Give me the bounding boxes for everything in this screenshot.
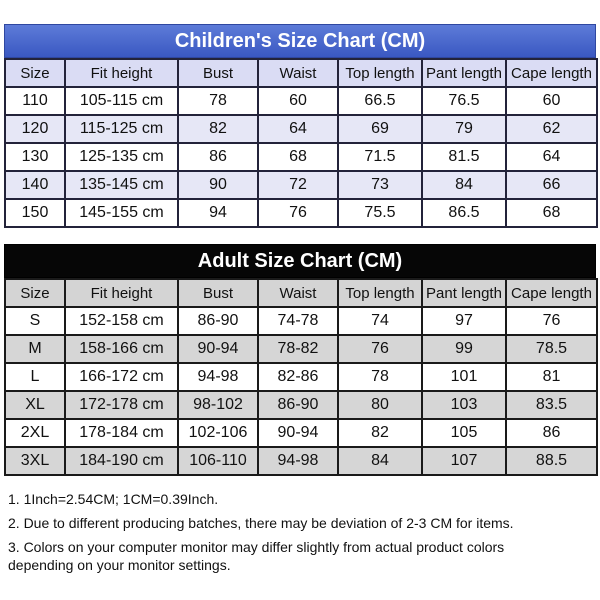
table-cell: 78.5 xyxy=(506,335,597,363)
table-cell: 105-115 cm xyxy=(65,87,178,115)
table-cell: 184-190 cm xyxy=(65,447,178,475)
table-cell: 178-184 cm xyxy=(65,419,178,447)
column-header: Size xyxy=(5,59,65,87)
table-cell: 103 xyxy=(422,391,506,419)
table-cell: 83.5 xyxy=(506,391,597,419)
table-cell: 78 xyxy=(178,87,258,115)
table-cell: 120 xyxy=(5,115,65,143)
table-cell: 78 xyxy=(338,363,422,391)
note-colors: 3. Colors on your computer monitor may differ slightly from actual product colors xyxy=(8,539,505,555)
table-cell: 66 xyxy=(506,171,597,199)
table-cell: 76 xyxy=(506,307,597,335)
table-cell: 73 xyxy=(338,171,422,199)
table-cell: 86-90 xyxy=(178,307,258,335)
table-cell: 107 xyxy=(422,447,506,475)
table-cell: 64 xyxy=(506,143,597,171)
table-cell: 94 xyxy=(178,199,258,227)
table-cell: 90-94 xyxy=(258,419,338,447)
note-colors-continued: depending on your monitor settings. xyxy=(8,557,231,573)
table-cell: 60 xyxy=(258,87,338,115)
table-cell: 69 xyxy=(338,115,422,143)
column-header: Pant length xyxy=(422,279,506,307)
table-cell: 2XL xyxy=(5,419,65,447)
table-cell: 98-102 xyxy=(178,391,258,419)
table-cell: L xyxy=(5,363,65,391)
children-size-table xyxy=(4,58,598,228)
column-header: Size xyxy=(5,279,65,307)
column-header: Bust xyxy=(178,279,258,307)
table-cell: 152-158 cm xyxy=(65,307,178,335)
note-conversion: 1. 1Inch=2.54CM; 1CM=0.39Inch. xyxy=(8,491,219,507)
note-deviation: 2. Due to different producing batches, there may be deviation of 2-3 CM for items. xyxy=(8,515,514,531)
table-cell: 82 xyxy=(338,419,422,447)
table-cell: M xyxy=(5,335,65,363)
table-cell: 79 xyxy=(422,115,506,143)
table-cell: 3XL xyxy=(5,447,65,475)
column-header: Bust xyxy=(178,59,258,87)
table-cell: 60 xyxy=(506,87,597,115)
table-row xyxy=(5,391,597,419)
table-cell: 88.5 xyxy=(506,447,597,475)
table-row xyxy=(5,447,597,475)
column-header: Fit height xyxy=(65,59,178,87)
table-cell: 101 xyxy=(422,363,506,391)
table-cell: 140 xyxy=(5,171,65,199)
notes-section xyxy=(8,490,592,574)
table-cell: 86.5 xyxy=(422,199,506,227)
table-cell: 76 xyxy=(258,199,338,227)
table-row xyxy=(5,307,597,335)
table-cell: 74 xyxy=(338,307,422,335)
column-header: Top length xyxy=(338,59,422,87)
table-row xyxy=(5,419,597,447)
children-chart-title: Children's Size Chart (CM) xyxy=(4,24,596,58)
table-cell: 86-90 xyxy=(258,391,338,419)
adult-chart-title: Adult Size Chart (CM) xyxy=(4,244,596,278)
table-cell: 166-172 cm xyxy=(65,363,178,391)
table-row xyxy=(5,199,597,227)
table-cell: 84 xyxy=(338,447,422,475)
table-cell: 80 xyxy=(338,391,422,419)
table-cell: S xyxy=(5,307,65,335)
column-header: Pant length xyxy=(422,59,506,87)
table-cell: 90-94 xyxy=(178,335,258,363)
table-row xyxy=(5,171,597,199)
table-cell: 94-98 xyxy=(258,447,338,475)
table-cell: 68 xyxy=(258,143,338,171)
table-cell: 78-82 xyxy=(258,335,338,363)
adult-size-chart xyxy=(4,244,596,476)
table-cell: 62 xyxy=(506,115,597,143)
column-header: Waist xyxy=(258,59,338,87)
column-header: Fit height xyxy=(65,279,178,307)
table-cell: 81.5 xyxy=(422,143,506,171)
table-cell: 125-135 cm xyxy=(65,143,178,171)
table-cell: 94-98 xyxy=(178,363,258,391)
table-cell: 105 xyxy=(422,419,506,447)
table-cell: 81 xyxy=(506,363,597,391)
table-cell: 84 xyxy=(422,171,506,199)
table-cell: 97 xyxy=(422,307,506,335)
table-cell: 99 xyxy=(422,335,506,363)
table-row xyxy=(5,115,597,143)
table-cell: 64 xyxy=(258,115,338,143)
column-header: Cape length xyxy=(506,279,597,307)
table-cell: 102-106 xyxy=(178,419,258,447)
table-cell: 82-86 xyxy=(258,363,338,391)
adult-size-table xyxy=(4,278,598,476)
table-cell: 76.5 xyxy=(422,87,506,115)
children-size-chart xyxy=(4,24,596,228)
table-cell: 72 xyxy=(258,171,338,199)
table-cell: 158-166 cm xyxy=(65,335,178,363)
table-cell: 106-110 xyxy=(178,447,258,475)
table-row xyxy=(5,335,597,363)
table-cell: 82 xyxy=(178,115,258,143)
table-header-row xyxy=(5,59,597,87)
column-header: Waist xyxy=(258,279,338,307)
table-cell: 90 xyxy=(178,171,258,199)
table-cell: 71.5 xyxy=(338,143,422,171)
table-cell: 76 xyxy=(338,335,422,363)
table-cell: 86 xyxy=(506,419,597,447)
column-header: Cape length xyxy=(506,59,597,87)
table-header-row xyxy=(5,279,597,307)
table-cell: 68 xyxy=(506,199,597,227)
table-cell: 74-78 xyxy=(258,307,338,335)
table-cell: 66.5 xyxy=(338,87,422,115)
table-row xyxy=(5,87,597,115)
table-cell: 75.5 xyxy=(338,199,422,227)
table-cell: 86 xyxy=(178,143,258,171)
table-row xyxy=(5,143,597,171)
table-cell: 172-178 cm xyxy=(65,391,178,419)
column-header: Top length xyxy=(338,279,422,307)
table-cell: 130 xyxy=(5,143,65,171)
table-cell: 150 xyxy=(5,199,65,227)
table-cell: 115-125 cm xyxy=(65,115,178,143)
table-cell: 145-155 cm xyxy=(65,199,178,227)
table-cell: XL xyxy=(5,391,65,419)
table-row xyxy=(5,363,597,391)
table-cell: 110 xyxy=(5,87,65,115)
table-cell: 135-145 cm xyxy=(65,171,178,199)
